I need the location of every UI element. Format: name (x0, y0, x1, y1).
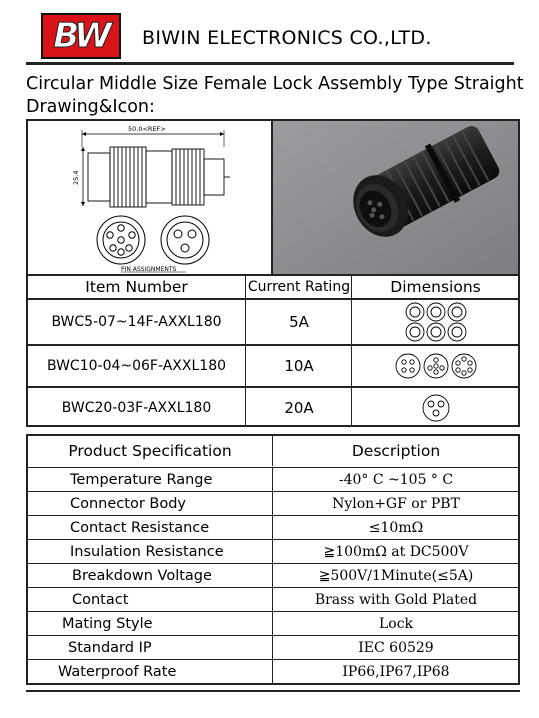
spec-name: Waterproof Rate (58, 664, 177, 680)
product-photo (273, 121, 518, 274)
header-divider (26, 62, 514, 65)
connector-drawing-icon (28, 121, 271, 274)
spec-name: Insulation Resistance (70, 543, 224, 560)
col-product-specification: Product Specification (68, 442, 232, 460)
spec-name: Contact Resistance (70, 519, 210, 536)
table-row (28, 298, 518, 344)
table-row (28, 491, 518, 515)
item-number: BWC5-07~14F-AXXL180 (51, 314, 222, 330)
company-logo (41, 13, 121, 59)
spec-value: IEC 60529 (272, 636, 519, 659)
spec-name: Breakdown Voltage (72, 567, 212, 584)
table-row (28, 611, 518, 635)
footer-divider (26, 690, 520, 692)
table-row (28, 563, 518, 587)
spec-value: IP66,IP67,IP68 (272, 660, 519, 684)
item-table (26, 119, 520, 427)
connector-photo-icon (273, 121, 518, 274)
table-row (28, 515, 518, 539)
spec-name: Contact (72, 591, 129, 608)
current-rating: 20A (245, 388, 352, 427)
technical-drawing (28, 121, 273, 274)
table-row (28, 635, 518, 659)
pin-layout-5-14-icon (403, 301, 469, 343)
table-row (28, 587, 518, 611)
spec-value: Nylon+GF or PBT (272, 492, 519, 515)
spec-table-header (28, 436, 518, 466)
spec-value: Lock (272, 612, 519, 635)
pin-layout-cell (351, 300, 519, 344)
spec-value: ≧100mΩ at DC500V (272, 540, 519, 563)
current-rating: 10A (245, 346, 352, 386)
item-table-header (28, 274, 518, 298)
spec-name: Mating Style (62, 615, 153, 632)
pin-layout-cell (351, 346, 519, 386)
table-row (28, 659, 518, 684)
spec-value: ≤10mΩ (272, 516, 519, 539)
company-name: BIWIN ELECTRONICS CO.,LTD. (142, 27, 432, 49)
spec-name: Connector Body (70, 495, 186, 512)
page-title: Circular Middle Size Female Lock Assembly Type Straight (26, 74, 524, 94)
table-row (28, 539, 518, 563)
col-item-number: Item Number (85, 278, 188, 296)
col-description: Description (272, 436, 519, 466)
spec-value: -40° C ~105 ° C (272, 468, 519, 491)
pin-layout-4-6-icon (394, 351, 478, 381)
table-row (28, 386, 518, 427)
pin-assignments-caption: PIN ASSIGNMENTS (121, 266, 177, 273)
page-subtitle: Drawing&Icon: (26, 97, 155, 117)
item-number: BWC20-03F-AXXL180 (61, 399, 212, 416)
spec-table (26, 434, 520, 685)
table-row (28, 344, 518, 386)
dimension-side-label: 25.4 (72, 170, 80, 185)
col-dimensions: Dimensions (351, 276, 519, 298)
col-current-rating: Current Rating (245, 276, 352, 298)
spec-name: Temperature Range (70, 471, 213, 488)
table-row (28, 467, 518, 491)
spec-value: Brass with Gold Plated (272, 588, 519, 611)
dimension-top-label: 50.0<REF> (128, 125, 166, 133)
logo-text: BW (53, 16, 109, 56)
spec-value: ≧500V/1Minute(≤5A) (272, 564, 519, 587)
current-rating: 5A (245, 300, 352, 344)
item-number: BWC10-04~06F-AXXL180 (46, 358, 227, 374)
pin-layout-3-icon (421, 393, 451, 423)
spec-name: Standard IP (68, 639, 152, 656)
pin-layout-cell (351, 388, 519, 427)
